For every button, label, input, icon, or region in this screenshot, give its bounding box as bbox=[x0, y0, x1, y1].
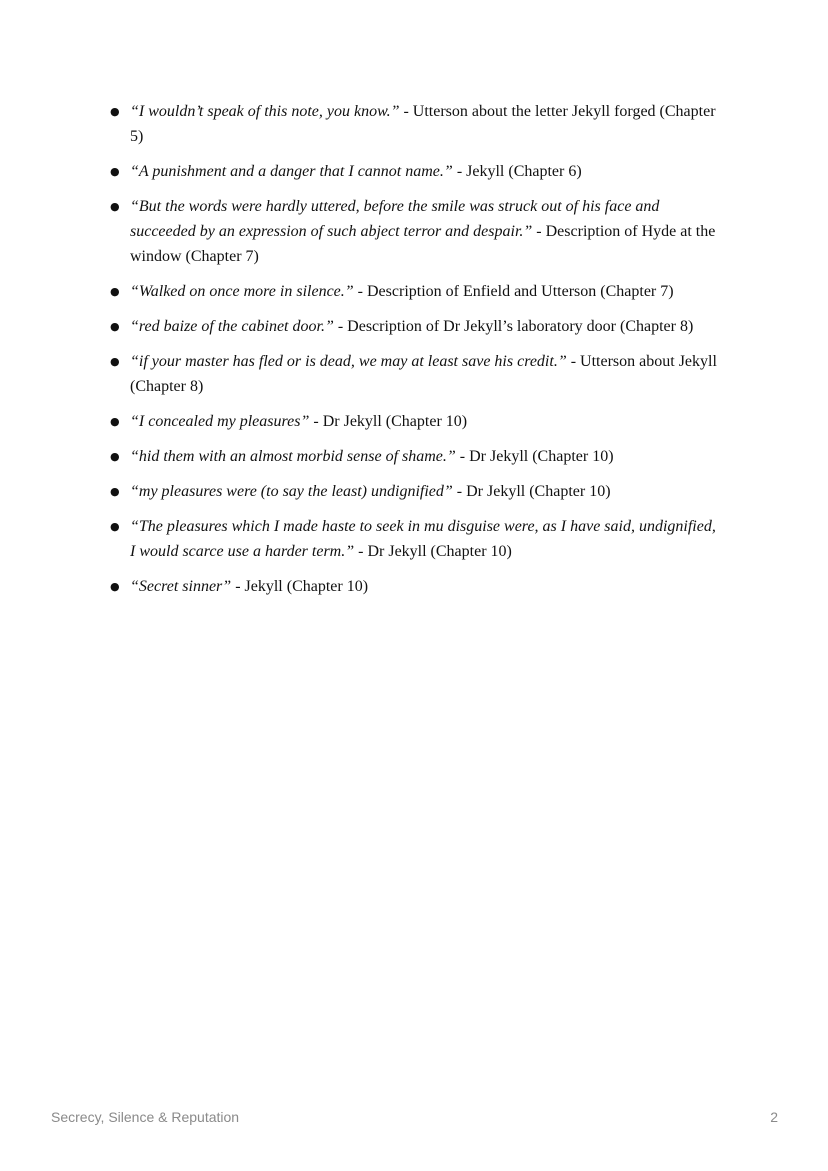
list-item bbox=[110, 479, 722, 504]
quote-text: “A punishment and a danger that I cannot name.” bbox=[130, 163, 453, 180]
footer-document-title: Secrecy, Silence & Reputation bbox=[51, 1109, 240, 1125]
footer-page-number: 2 bbox=[770, 1109, 778, 1125]
bullet-icon: ● bbox=[110, 200, 120, 213]
list-item bbox=[110, 409, 722, 434]
quote-attribution: - Dr Jekyll (Chapter 10) bbox=[452, 483, 611, 500]
quote-text: “The pleasures which I made haste to seek in mu disguise were, as I have said, undignified, I would scarce use a harder term.” bbox=[130, 518, 716, 560]
quote-attribution: - Dr Jekyll (Chapter 10) bbox=[354, 543, 512, 560]
quote-attribution: - Description of Hyde at the window (Chapter 7) bbox=[130, 223, 716, 265]
bullet-icon: ● bbox=[110, 285, 120, 298]
list-item bbox=[110, 574, 722, 599]
bullet-icon: ● bbox=[110, 355, 120, 368]
quote-attribution: - Jekyll (Chapter 6) bbox=[452, 163, 582, 180]
bullet-icon: ● bbox=[110, 105, 120, 118]
quote-attribution: - Dr Jekyll (Chapter 10) bbox=[309, 413, 468, 430]
bullet-icon: ● bbox=[110, 320, 120, 333]
quote-attribution: - Utterson about the letter Jekyll forged (Chapter 5) bbox=[130, 103, 716, 145]
bullet-icon: ● bbox=[110, 450, 120, 463]
quote-text: “my pleasures were (to say the least) undignified” bbox=[130, 483, 453, 500]
quote-text: “Secret sinner” bbox=[130, 578, 232, 595]
quote-text: “red baize of the cabinet door.” bbox=[130, 318, 334, 335]
quote-text: “hid them with an almost morbid sense of shame.” bbox=[130, 448, 456, 465]
quote-text: “I wouldn’t speak of this note, you know.” bbox=[130, 103, 400, 120]
list-item bbox=[110, 444, 722, 469]
bullet-icon: ● bbox=[110, 485, 120, 498]
quote-list bbox=[110, 99, 722, 609]
bullet-icon: ● bbox=[110, 415, 120, 428]
quote-text: “if your master has fled or is dead, we may at least save his credit.” bbox=[130, 353, 567, 370]
quote-attribution: - Description of Dr Jekyll’s laboratory door (Chapter 8) bbox=[333, 318, 694, 335]
list-item bbox=[110, 514, 722, 564]
quote-text: “Walked on once more in silence.” bbox=[130, 283, 354, 300]
quote-attribution: - Utterson about Jekyll (Chapter 8) bbox=[130, 353, 717, 395]
quote-attribution: - Description of Enfield and Utterson (Chapter 7) bbox=[353, 283, 674, 300]
list-item bbox=[110, 99, 722, 149]
list-item bbox=[110, 349, 722, 399]
quote-text: “But the words were hardly uttered, before the smile was struck out of his face and succeeded by an expression of such abject terror and despair.” bbox=[130, 198, 660, 240]
quote-attribution: - Jekyll (Chapter 10) bbox=[231, 578, 369, 595]
list-item bbox=[110, 314, 722, 339]
list-item bbox=[110, 279, 722, 304]
quote-text: “I concealed my pleasures” bbox=[130, 413, 310, 430]
list-item bbox=[110, 194, 722, 269]
bullet-icon: ● bbox=[110, 165, 120, 178]
bullet-icon: ● bbox=[110, 580, 120, 593]
list-item bbox=[110, 159, 722, 184]
quote-attribution: - Dr Jekyll (Chapter 10) bbox=[455, 448, 614, 465]
bullet-icon: ● bbox=[110, 520, 120, 533]
